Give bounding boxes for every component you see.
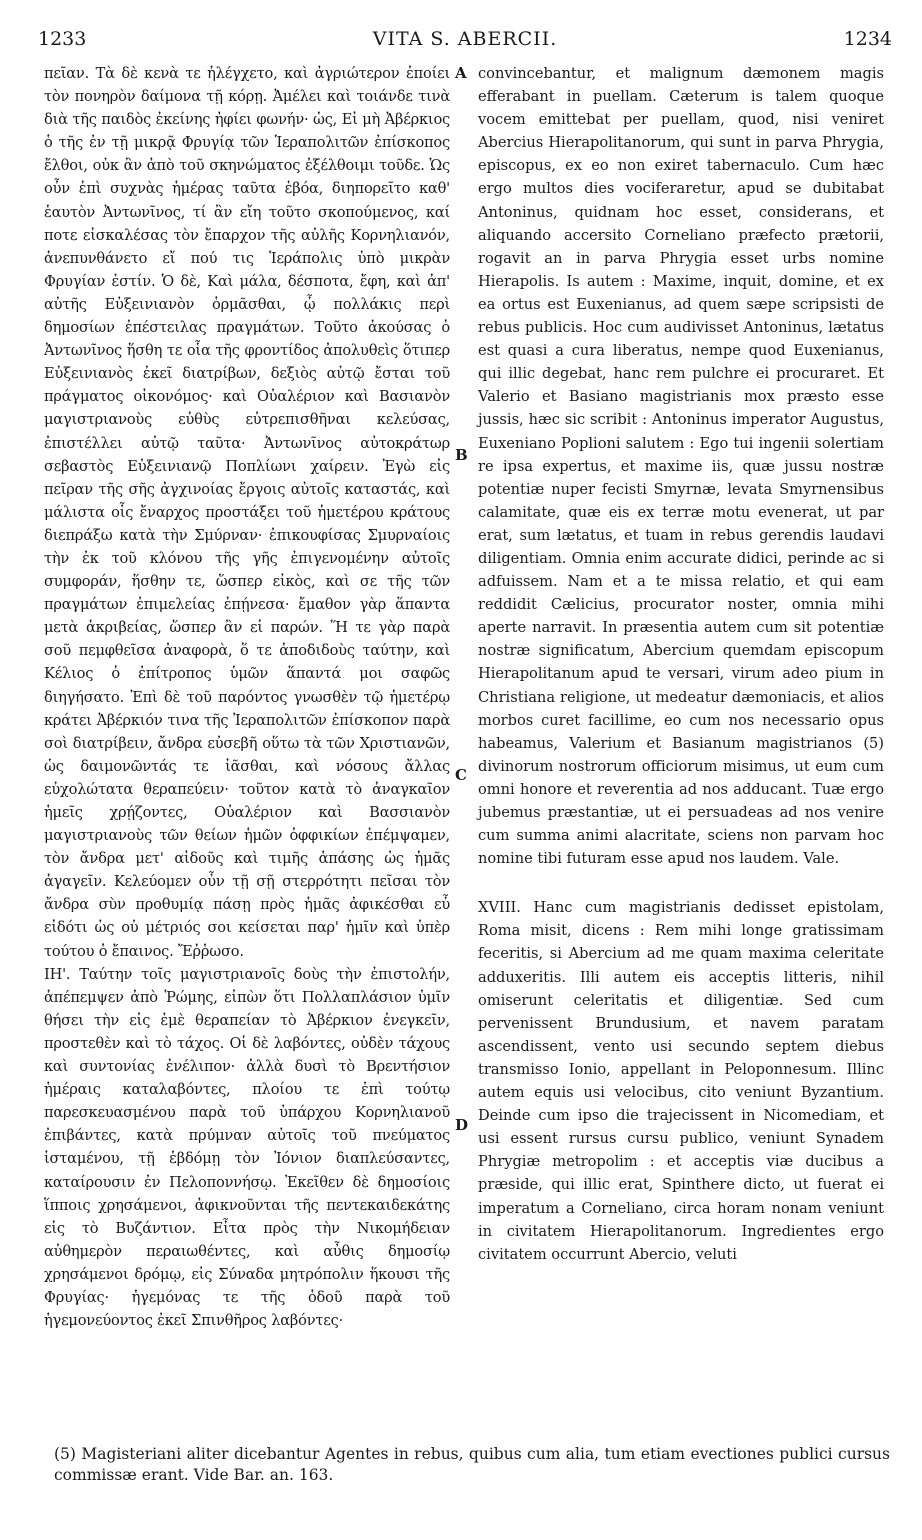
greek-paragraph: πεῖαν. Τὰ δὲ κενὰ τε ἠλέγχετο, καὶ ἀγριώτερον ἐποίει τὸν πονηρὸν δαίμονα τῇ κόρῃ. Ἀμέλει καὶ τοιάνδε τινὰ διὰ τῆς παιδὸς ἐκείνης ἠφίει φωνήν· ὡς, Εἰ μὴ Ἀβέρκιος ὁ τῆς ἐν τῇ μικρᾷ Φρυγίᾳ τῶν Ἱεραπολιτῶν ἐπίσκοπος ἔλθοι, οὐκ ἂν ἀπὸ τοῦ σκηνώματος ἐξέλθοιμι τοῦδε. Ὡς οὖν ἐπὶ συχνὰς ἡμέρας ταῦτα ἐβόα, διηπορεῖτο καθ' ἑαυτὸν Ἀντωνῖνος, τί ἂν εἴη τοῦτο σκοπούμενος, καί ποτε εἰσκαλέσας τὸν ἔπαρχον τῆς αὐλῆς Κορνηλιανόν, ἀνεπυνθάνετο εἴ πού τις Ἱεράπολις ὑπὸ μικρὰν Φρυγίαν ἐστίν. Ὁ δὲ, Καὶ μάλα, δέσποτα, ἔφη, καὶ ἀπ' αὐτῆς Εὐξεινιανὸν ὁρμᾶσθαι, ᾧ πολλάκις περὶ δημοσίων ἐπέστειλας πραγμάτων. Τοῦτο ἀκούσας ὁ Ἀντωνῖνος ἥσθη τε οἷα τῆς φροντίδος ἀπολυθεὶς ὅτιπερ Εὐξεινιανὸς ἐκεῖ διατρίβων, δεξιὸς αὐτῷ ἔσται τοῦ πράγματος οἰκονόμος· καὶ Οὐαλέριον καὶ Βασιανὸν μαγιστριανοὺς εὐθὺς εὐτρεπισθῆναι κελεύσας, ἐπιστέλλει αὐτῷ ταῦτα· Ἀντωνῖνος αὐτοκράτωρ σεβαστὸς Εὐξεινιανῷ Ποπλίωνι χαίρειν. Ἐγὼ εἰς πεῖραν τῆς σῆς ἀγχινοίας ἔργοις αὐτοῖς καταστάς, καὶ μάλιστα οἷς ἔναρχος προστάξει τοῦ ἡμετέρου κράτους διεπράξω κατὰ τὴν Σμύρναν· ἐπικουφίσας Σμυρναίοις τὴν ἐκ τοῦ κλόνου τῆς γῆς ἐπιγενομένην αὐτοῖς συμφοράν, ἥσθην τε, ὥσπερ εἰκὸς, καὶ σε τῆς τῶν πραγμάτων ἐπιμελείας ἐπῄνεσα· ἔμαθον γὰρ ἅπαντα μετὰ ἀκριβείας, ὥσπερ ἂν εἰ παρών. Ἥ τε γὰρ παρὰ σοῦ πεμφθεῖσα ἀναφορὰ, ὅ τε ἀποδιδοὺς ταύτην, καὶ Κέλιος ὁ ἐπίτροπος ὑμῶν ἅπαντά μοι σαφῶς διηγήσατο. Ἐπὶ δὲ τοῦ παρόντος γνωσθὲν τῷ ἡμετέρῳ κράτει Ἀβέρκιόν τινα τῆς Ἱεραπολιτῶν ἐπίσκοπον παρὰ σοὶ διατρίβειν, ἄνδρα εὐσεβῆ οὕτω τὰ τῶν Χριστιανῶν, ὡς δαιμονῶντάς τε ἰᾶσθαι, καὶ νόσους ἄλλας εὐχολώτατα θεραπεύειν· τοῦτον κατὰ τὸ ἀναγκαῖον ἡμεῖς χρῄζοντες, Οὐαλέριον καὶ Βασσιανὸν μαγιστριανοὺς τῶν θείων ἡμῶν ὀφφικίων ἐπέμψαμεν, τὸν ἄνδρα μετ' αἰδοῦς καὶ τιμῆς ἁπάσης ὡς ἡμᾶς ἀγαγεῖν. Κελεύομεν οὖν τῇ σῇ στερρότητι πεῖσαι τὸν ἄνδρα σὺν προθυμίᾳ πάσῃ πρὸς ἡμᾶς ἀφικέσθαι εὖ εἰδότι ὡς οὐ μέτριός σοι κείσεται παρ' ἡμῖν καὶ ὑπὲρ τούτου ὁ ἔπαινος. Ἔῤῥωσο. [44, 65, 450, 960]
running-title: VITA S. ABERCII. [372, 28, 558, 50]
margin-marker: A [455, 64, 467, 82]
page-number-left: 1233 [38, 28, 87, 50]
footnote: (5) Magisteriani aliter dicebantur Agentes in rebus, quibus cum alia, tum etiam evectiones publici cursus commissæ erant. Vide Bar. an. 163. [54, 1445, 890, 1484]
margin-marker: B [455, 446, 468, 464]
page-number-right: 1234 [843, 28, 892, 50]
greek-column [44, 62, 450, 1332]
greek-paragraph: ΙΗ'. Ταύτην τοῖς μαγιστριανοῖς δοὺς τὴν ἐπιστολήν, ἀπέπεμψεν ἀπὸ Ῥώμης, εἰπὼν ὅτι Πολλαπλάσιον ὑμῖν θήσει τὴν εἰς ἐμὲ θεραπείαν τὸ Ἀβέρκιον ἐνεγκεῖν, προστεθὲν καὶ τὸ τάχος. Οἱ δὲ λαβόντες, οὐδὲν τάχους καὶ συντονίας ἐνέλιπον· ἀλλὰ δυσὶ τὸ Βρεντήσιον ἡμέραις καταλαβόντες, πλοίου τε ἐπὶ τούτῳ παρεσκευασμένου παρὰ τοῦ ὑπάρχου Κορνηλιανοῦ ἐπιβάντες, κατὰ πρύμναν αὐτοῖς τοῦ πνεύματος ἱσταμένου, τῇ ἑβδόμῃ τὸν Ἰόνιον διαπλεύσαντες, καταίρουσιν ἐν Πελοποννήσῳ. Ἐκεῖθεν δὲ δημοσίοις ἵπποις χρησάμενοι, ἀφικνοῦνται τῆς πεντεκαιδεκάτης εἰς τὸ Βυζάντιον. Εἶτα πρὸς τὴν Νικομήδειαν αὐθημερὸν περαιωθέντες, καὶ αὖθις δημοσίῳ χρησάμενοι δρόμῳ, εἰς Σύναδα μητρόπολιν ἥκουσι τῆς Φρυγίας· ἡγεμόνας τε τῆς ὁδοῦ παρὰ τοῦ ἡγεμονεύοντος ἐκεῖ Σπινθῆρος λαβόντες· [44, 965, 450, 1330]
latin-paragraph: convincebantur, et malignum dæmonem magis efferabant in puellam. Cæterum is talem quoque vocem emittebat per puellam, quod, nisi veniret Abercius Hierapolitanorum, qui sunt in parva Phrygia, episcopus, ex eo non exiret tabernaculo. Cum hæc ergo multos dies vociferaretur, apud se dubitabat Antoninus, quidnam hoc esset, considerans, et aliquando accersito Corneliano præfecto prætorii, rogavit an in parva Phrygia esset urbs nomine Hierapolis. Is autem : Maxime, inquit, domine, et ex ea ortus est Euxenianus, ad quem sæpe scripsisti de rebus publicis. Hoc cum audivisset Antoninus, lætatus est quasi a cura liberatus, nempe quod Euxenianus, qui illic degebat, hanc rem pulchre ei procuraret. Et Valerio et Basiano magistrianis mox præsto esse jussis, hæc sic scribit : Antoninus imperator Augustus, Euxeniano Poplioni salutem : Ego tui ingenii solertiam re ipsa expertus, et maxime iis, quæ jussu nostræ potentiæ nuper fecisti Smyrnæ, levata Smyrnensibus calamitate, quæ eis ex terræ motu evenerat, ut par erat, sum lætatus, et tuam in rebus gerendis laudavi diligentiam. Omnia enim accurate didici, perinde ac si adfuissem. Nam et a te missa relatio, et qui eam reddidit Cælicius, procurator noster, omnia mihi aperte narravit. In præsentia autem cum sit potentiæ nostræ significatum, Abercium quemdam episcopum Hierapolitanum apud te versari, virum adeo pium in Christiana religione, ut medeatur dæmoniacis, et alios morbos curet facillime, eo cum nos necessario opus habeamus, Valerium et Basianum magistrianos (5) divinorum nostrorum officiorum misimus, ut eum cum omni honore et reverentia ad nos adducant. Tuæ ergo jubemus præstantiæ, ut ei persuadeas ad nos venire cum summa animi alacritate, sciens non parvam hoc nomine tibi futuram esse apud nos laudem. Vale. [478, 65, 884, 868]
latin-column [478, 62, 884, 1266]
margin-marker: C [455, 766, 467, 784]
running-header [38, 28, 892, 58]
margin-marker: D [455, 1116, 469, 1134]
latin-paragraph: XVIII. Hanc cum magistrianis dedisset epistolam, Roma misit, dicens : Rem mihi longe gratissimam feceritis, si Abercium ad me quam maxima celeritate adduxeritis. Illi autem eis acceptis litteris, nihil omiserunt celeritatis et diligentiæ. Sed cum pervenissent Brundusium, et navem paratam ascendissent, vento usi secundo septem diebus transmisso Ionio, appellant in Peloponnesum. Illinc autem equis usi velocibus, cito veniunt Byzantium. Deinde cum ipso die trajecissent in Nicomediam, et usi essent rursus cursu publico, veniunt Synadem Phrygiæ metropolim : et acceptis viæ ducibus a præside, qui illic erat, Spinthere dicto, ut fuerat ei imperatum a Corneliano, circa horam nonam veniunt in civitatem Hierapolitanorum. Ingredientes ergo civitatem occurrunt Abercio, veluti [478, 899, 884, 1263]
